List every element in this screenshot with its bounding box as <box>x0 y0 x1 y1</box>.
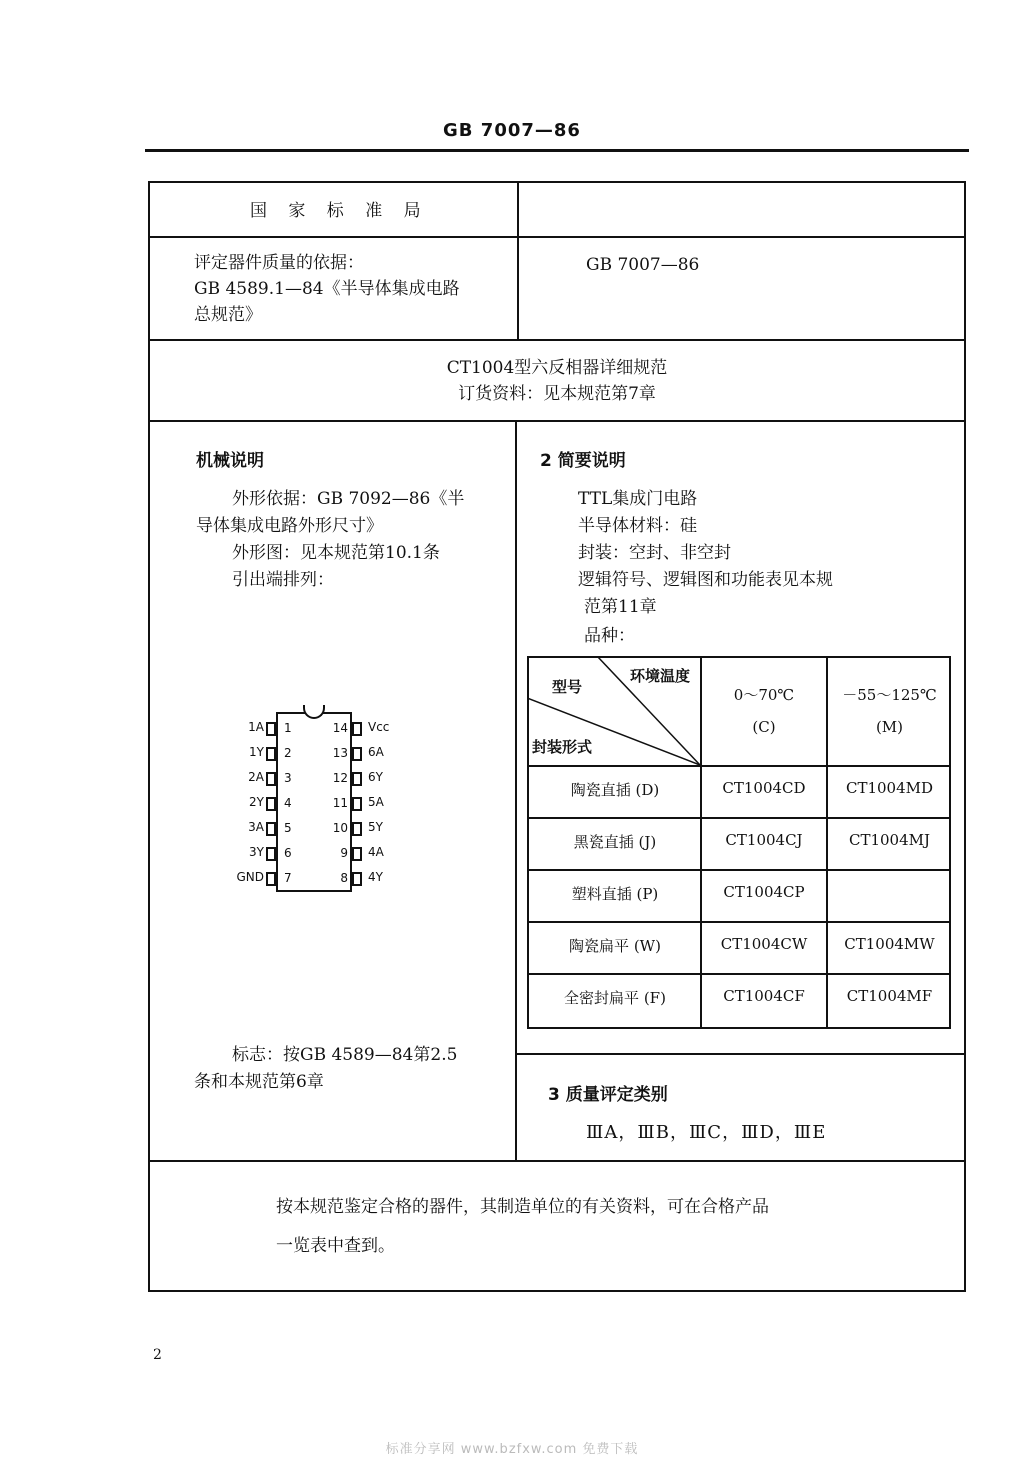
variant-package: 陶瓷直插 (D) <box>570 781 660 799</box>
corner-package-label: 封装形式 <box>532 738 593 756</box>
variant-code-commercial: CT1004CJ <box>725 831 803 849</box>
col-military-range: －55～125℃ <box>842 686 937 704</box>
document-code-header: GB 7007—86 <box>443 120 581 141</box>
table-row-line <box>527 869 951 871</box>
variant-code-commercial: CT1004CP <box>723 883 805 901</box>
pin-lead <box>266 722 276 736</box>
corner-temperature-label: 环境温度 <box>630 667 691 685</box>
brief-heading: 2 简要说明 <box>540 451 626 471</box>
grid-line <box>148 236 966 238</box>
pin-lead <box>266 772 276 786</box>
table-row-line <box>527 973 951 975</box>
variant-package: 塑料直插 (P) <box>571 885 659 903</box>
page-number: 2 <box>153 1347 162 1363</box>
variant-package: 全密封扁平 (F) <box>564 989 666 1007</box>
pin-lead <box>266 847 276 861</box>
brief-line: 品种： <box>584 626 635 646</box>
pin-label: 2A <box>248 770 264 784</box>
pin-label: 6Y <box>368 770 383 784</box>
table-row-line <box>527 921 951 923</box>
quality-heading: 3 质量评定类别 <box>548 1085 668 1105</box>
header-rule <box>145 149 969 152</box>
pin-label: 5A <box>368 795 384 809</box>
pin-number: 5 <box>284 821 292 835</box>
marking-line: 标志：按GB 4589—84第2.5 <box>232 1045 458 1065</box>
grid-line <box>515 420 517 1160</box>
pin-number: 10 <box>332 821 348 835</box>
pin-number: 8 <box>340 871 348 885</box>
pin-label: 3Y <box>249 845 264 859</box>
pin-label: GND <box>236 870 264 884</box>
pin-number: 11 <box>332 796 348 810</box>
pin-number: 13 <box>332 746 348 760</box>
pin-number: 1 <box>284 721 292 735</box>
pin-lead <box>352 722 362 736</box>
marking-line: 条和本规范第6章 <box>194 1072 324 1092</box>
pin-label: 2Y <box>249 795 264 809</box>
pin-lead <box>352 872 362 886</box>
mechanical-line: 外形依据：GB 7092—86《半 <box>232 489 465 509</box>
mechanical-line: 外形图：见本规范第10.1条 <box>232 543 440 563</box>
brief-line: 封装：空封、非空封 <box>578 543 731 563</box>
spec-title: CT1004型六反相器详细规范 <box>446 358 668 378</box>
pin-lead <box>352 847 362 861</box>
pin-number: 4 <box>284 796 292 810</box>
pin-label: 1Y <box>249 745 264 759</box>
pin-number: 6 <box>284 846 292 860</box>
pin-lead <box>266 872 276 886</box>
pin-label: 4Y <box>368 870 383 884</box>
brief-line: 逻辑符号、逻辑图和功能表见本规 <box>578 570 833 590</box>
basis-line-3: 总规范》 <box>194 305 262 325</box>
pin-number: 7 <box>284 871 292 885</box>
grid-line <box>148 420 966 422</box>
col-commercial-range: 0～70℃ <box>733 686 795 704</box>
standard-code: GB 7007—86 <box>586 255 700 275</box>
pin-number: 2 <box>284 746 292 760</box>
variant-code-military: CT1004MJ <box>848 831 931 849</box>
bottom-note-line-2: 一览表中查到。 <box>276 1236 395 1256</box>
brief-line: 范第11章 <box>584 597 657 617</box>
pin-lead <box>352 797 362 811</box>
variant-package: 陶瓷扁平 (W) <box>569 937 661 955</box>
pin-label: 3A <box>248 820 264 834</box>
pin-label: Vcc <box>368 720 390 734</box>
pin-lead <box>266 747 276 761</box>
mechanical-heading: 机械说明 <box>196 451 264 471</box>
corner-model-label: 型号 <box>552 678 583 696</box>
pin-lead <box>352 822 362 836</box>
pin-number: 9 <box>340 846 348 860</box>
bottom-note-line-1: 按本规范鉴定合格的器件，其制造单位的有关资料，可在合格产品 <box>276 1197 769 1217</box>
quality-categories: ⅢA，ⅢB，ⅢC，ⅢD，ⅢE <box>586 1122 827 1143</box>
bureau-name: 国 家 标 准 局 <box>250 201 429 221</box>
watermark-text: 标准分享网 www.bzfxw.com 免费下载 <box>385 1442 639 1457</box>
variant-package: 黑瓷直插 (J) <box>573 833 657 851</box>
pin-label: 5Y <box>368 820 383 834</box>
grid-line <box>517 181 519 339</box>
brief-line: TTL集成门电路 <box>578 489 698 509</box>
pin-number: 3 <box>284 771 292 785</box>
mechanical-line: 导体集成电路外形尺寸》 <box>196 516 383 536</box>
pin-label: 4A <box>368 845 384 859</box>
pin-number: 12 <box>332 771 348 785</box>
mechanical-line: 引出端排列： <box>232 570 334 590</box>
basis-line-2: GB 4589.1—84《半导体集成电路 <box>194 279 460 299</box>
variant-code-commercial: CT1004CF <box>723 987 805 1005</box>
variant-code-commercial: CT1004CD <box>722 779 806 797</box>
pin-label: 1A <box>248 720 264 734</box>
grid-line <box>148 339 966 341</box>
variant-code-military: CT1004MW <box>844 935 935 953</box>
pin-lead <box>352 747 362 761</box>
pin-label: 6A <box>368 745 384 759</box>
ordering-info: 订货资料：见本规范第7章 <box>458 384 656 404</box>
basis-line-1: 评定器件质量的依据： <box>194 253 364 273</box>
pin-lead <box>266 822 276 836</box>
grid-line <box>148 1160 966 1162</box>
variant-code-military: CT1004MF <box>846 987 933 1005</box>
pin-lead <box>266 797 276 811</box>
table-row-line <box>527 817 951 819</box>
variant-code-military: CT1004MD <box>845 779 934 797</box>
grid-line <box>517 1053 966 1055</box>
pin-number: 14 <box>332 721 348 735</box>
brief-line: 半导体材料：硅 <box>578 516 697 536</box>
col-commercial-code: (C) <box>752 718 776 736</box>
variant-code-commercial: CT1004CW <box>720 935 808 953</box>
col-military-code: (M) <box>875 718 904 736</box>
pin-lead <box>352 772 362 786</box>
